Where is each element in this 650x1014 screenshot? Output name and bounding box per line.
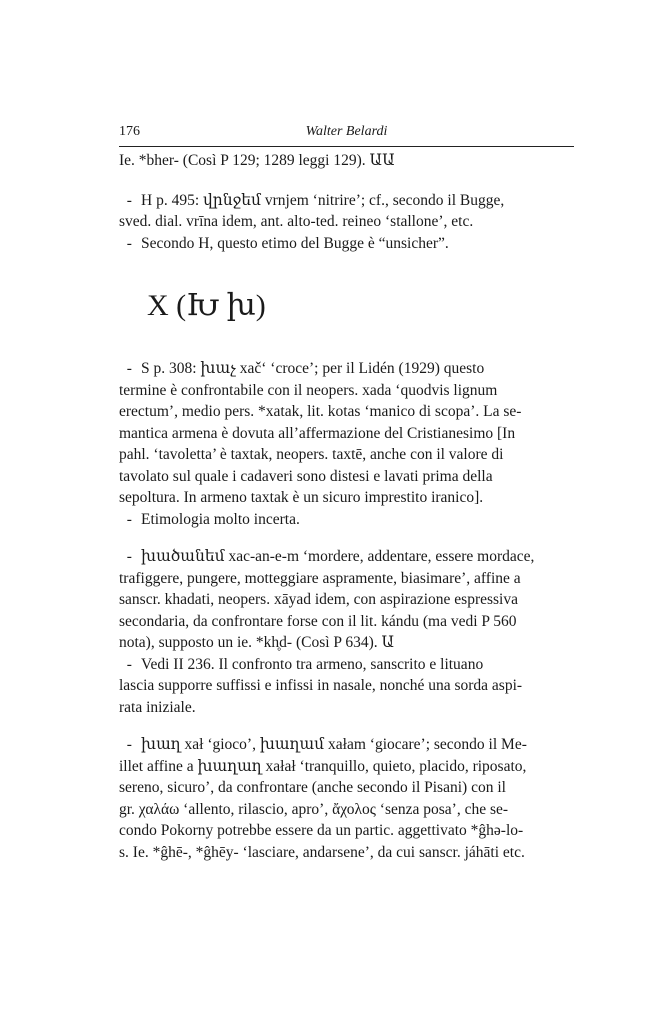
page-number: 176	[119, 124, 140, 139]
entry-line: - H p. 495: վրնջեմ vrnjem ‘nitrire’; cf., secondo il Bugge,	[119, 191, 505, 209]
running-title: Walter Belardi	[305, 124, 388, 139]
text-line: lascia supporre suffissi e infissi in nasale, nonché una sorda aspi-	[119, 677, 523, 694]
entry-line: - Secondo H, questo etimo del Bugge è “unsicher”.	[119, 234, 449, 252]
header-rule	[119, 146, 574, 147]
section-heading: X (Խ խ)	[147, 289, 266, 322]
text-line: sereno, sicuro’, da confrontare (anche secondo il Pisani) con il	[119, 779, 506, 796]
text-line: termine è confrontabile con il neopers. xada ‘quodvis lignum	[119, 381, 498, 399]
text-line: secondaria, da confrontare forse con il lit. kándu (ma vedi P 560	[119, 612, 517, 630]
entry-line: - Vedi II 236. Il confronto tra armeno, sanscrito e lituano	[119, 655, 484, 673]
text-line: nota), supposto un ie. *kh̥d- (Così P 634). Ա	[119, 634, 395, 651]
page-body	[119, 150, 574, 863]
text-line: pahl. ‘tavoletta’ è taxtak, neopers. taxtē, anche con il valore di	[119, 446, 504, 463]
entry-line: - S p. 308: խաչ xač‘ ‘croce’; per il Lidén (1929) questo	[119, 360, 485, 377]
text-line: sved. dial. vrīna idem, ant. alto-ted. reineo ‘stallone’, etc.	[119, 213, 474, 230]
entry-line: - խաղ xał ‘gioco’, խաղամ xałam ‘giocare’; secondo il Me-	[119, 736, 527, 753]
text-line: trafiggere, pungere, motteggiare aspramente, biasimare’, affine a	[119, 569, 521, 587]
text-line: sepoltura. In armeno taxtak è un sicuro imprestito iranico].	[119, 489, 484, 506]
entry-line: - Etimologia molto incerta.	[119, 510, 300, 528]
text-line: sanscr. khadati, neopers. xāyad idem, con aspirazione espressiva	[119, 591, 518, 608]
text-line: illet affine a խաղաղ xałał ‘tranquillo, quieto, placido, riposato,	[119, 757, 527, 775]
text-line: mantica armena è dovuta all’affermazione del Cristianesimo [In	[119, 424, 516, 442]
page-header	[119, 124, 574, 144]
text-line: rata iniziale.	[119, 698, 196, 716]
text-line: erectum’, medio pers. *xatak, lit. kotas ‘manico di scopa’. La se-	[119, 403, 522, 420]
text-line: gr. χαλάω ‘allento, rilascio, apro’, ἄχολος ‘senza posa’, che se-	[119, 800, 509, 818]
text-line: Ie. *bher- (Così P 129; 1289 leggi 129). ԱԱ	[119, 152, 395, 169]
text-line: tavolato sul quale i cadaveri sono distesi e lavati prima della	[119, 467, 493, 485]
text-line: s. Ie. *ĝhē-, *ĝhēy- ‘lasciare, andarsene’, da cui sanscr. jáhāti etc.	[119, 843, 525, 861]
entry-line: - խածանեմ xac-an-e-m ‘mordere, addentare, essere mordace,	[119, 548, 535, 565]
text-line: condo Pokorny potrebbe essere da un partic. aggettivato *ĝhə-lo-	[119, 822, 524, 839]
